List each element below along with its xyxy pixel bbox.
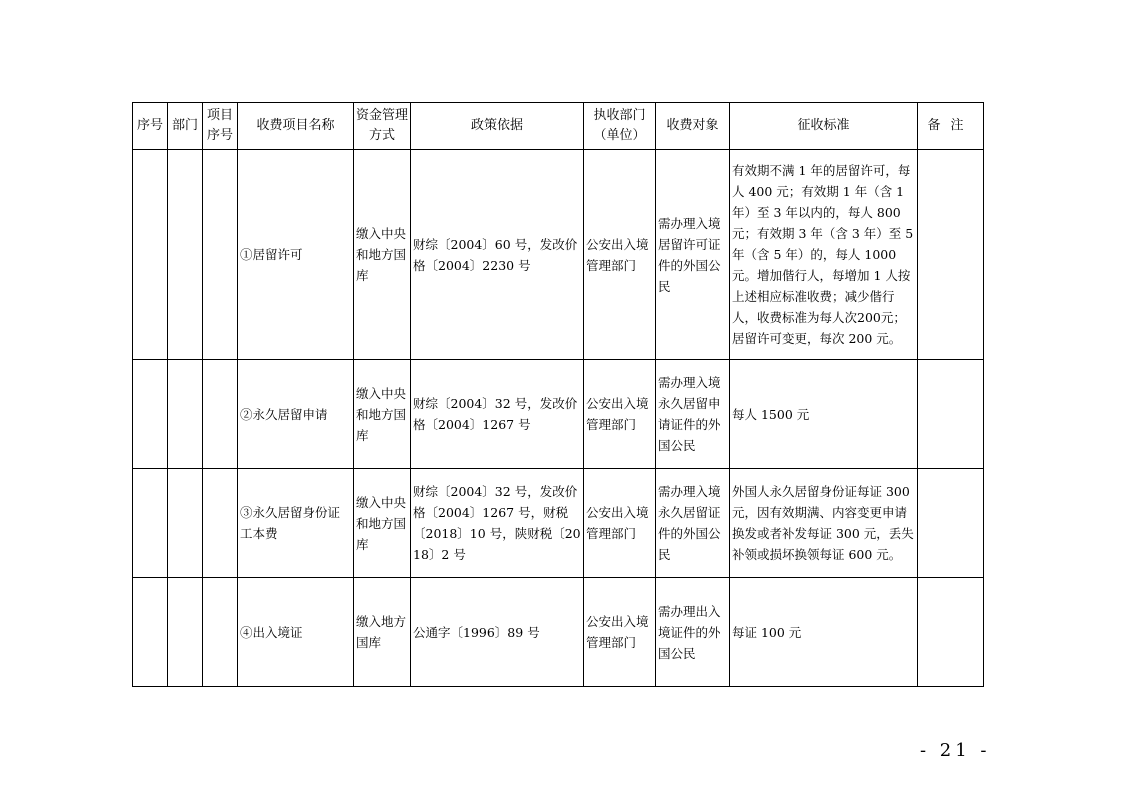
header-item-seq: 项目序号 — [203, 103, 238, 150]
cell-unit: 公安出入境管理部门 — [584, 150, 656, 360]
cell-unit: 公安出入境管理部门 — [584, 360, 656, 469]
cell-dept — [168, 360, 203, 469]
cell-policy: 财综〔2004〕32 号，发改价格〔2004〕1267 号，财税〔2018〕10 号，陕财税〔2018〕2 号 — [411, 469, 584, 578]
header-unit: 执收部门（单位） — [584, 103, 656, 150]
header-seq: 序号 — [133, 103, 168, 150]
cell-seq — [133, 150, 168, 360]
header-row — [133, 103, 984, 150]
page-number: - 21 - — [920, 740, 991, 761]
cell-seq — [133, 469, 168, 578]
header-policy: 政策依据 — [411, 103, 584, 150]
cell-target: 需办理入境永久居留申请证件的外国公民 — [656, 360, 730, 469]
cell-target: 需办理出入境证件的外国公民 — [656, 578, 730, 687]
cell-unit: 公安出入境管理部门 — [584, 469, 656, 578]
header-target: 收费对象 — [656, 103, 730, 150]
cell-fund: 缴入中央和地方国库 — [354, 360, 411, 469]
header-standard: 征收标准 — [730, 103, 918, 150]
table-row — [133, 150, 984, 360]
cell-seq — [133, 578, 168, 687]
cell-dept — [168, 150, 203, 360]
cell-name: ③永久居留身份证工本费 — [238, 469, 354, 578]
cell-policy: 公通字〔1996〕89 号 — [411, 578, 584, 687]
cell-item-seq — [203, 360, 238, 469]
cell-unit: 公安出入境管理部门 — [584, 578, 656, 687]
cell-standard: 有效期不满 1 年的居留许可，每人 400 元；有效期 1 年（含 1 年）至 3 年以内的，每人 800 元；有效期 3 年（含 3 年）至 5 年（含 5 年）的，每人 1000 元。增加偕行人，每增加 1 人按上述相应标准收费；减少偕行人，收费标准为每人次200元；居留许可变更，每次 200 元。 — [730, 150, 918, 360]
cell-dept — [168, 469, 203, 578]
cell-standard: 外国人永久居留身份证每证 300 元，因有效期满、内容变更申请换发或者补发每证 300 元，丢失补领或损坏换领每证 600 元。 — [730, 469, 918, 578]
header-name: 收费项目名称 — [238, 103, 354, 150]
cell-item-seq — [203, 578, 238, 687]
cell-dept — [168, 578, 203, 687]
cell-remark — [918, 469, 984, 578]
cell-remark — [918, 150, 984, 360]
table-row — [133, 360, 984, 469]
cell-item-seq — [203, 150, 238, 360]
cell-fund: 缴入中央和地方国库 — [354, 469, 411, 578]
cell-target: 需办理入境永久居留证件的外国公民 — [656, 469, 730, 578]
header-dept: 部门 — [168, 103, 203, 150]
cell-standard: 每证 100 元 — [730, 578, 918, 687]
cell-fund: 缴入地方国库 — [354, 578, 411, 687]
table-row — [133, 469, 984, 578]
cell-fund: 缴入中央和地方国库 — [354, 150, 411, 360]
cell-standard: 每人 1500 元 — [730, 360, 918, 469]
cell-policy: 财综〔2004〕32 号，发改价格〔2004〕1267 号 — [411, 360, 584, 469]
cell-target: 需办理入境居留许可证件的外国公民 — [656, 150, 730, 360]
cell-name: ①居留许可 — [238, 150, 354, 360]
cell-name: ②永久居留申请 — [238, 360, 354, 469]
fee-table — [132, 102, 984, 687]
cell-item-seq — [203, 469, 238, 578]
header-remark: 备注 — [918, 103, 984, 150]
cell-remark — [918, 578, 984, 687]
cell-name: ④出入境证 — [238, 578, 354, 687]
cell-seq — [133, 360, 168, 469]
header-fund: 资金管理方式 — [354, 103, 411, 150]
cell-remark — [918, 360, 984, 469]
table-row — [133, 578, 984, 687]
cell-policy: 财综〔2004〕60 号，发改价格〔2004〕2230 号 — [411, 150, 584, 360]
